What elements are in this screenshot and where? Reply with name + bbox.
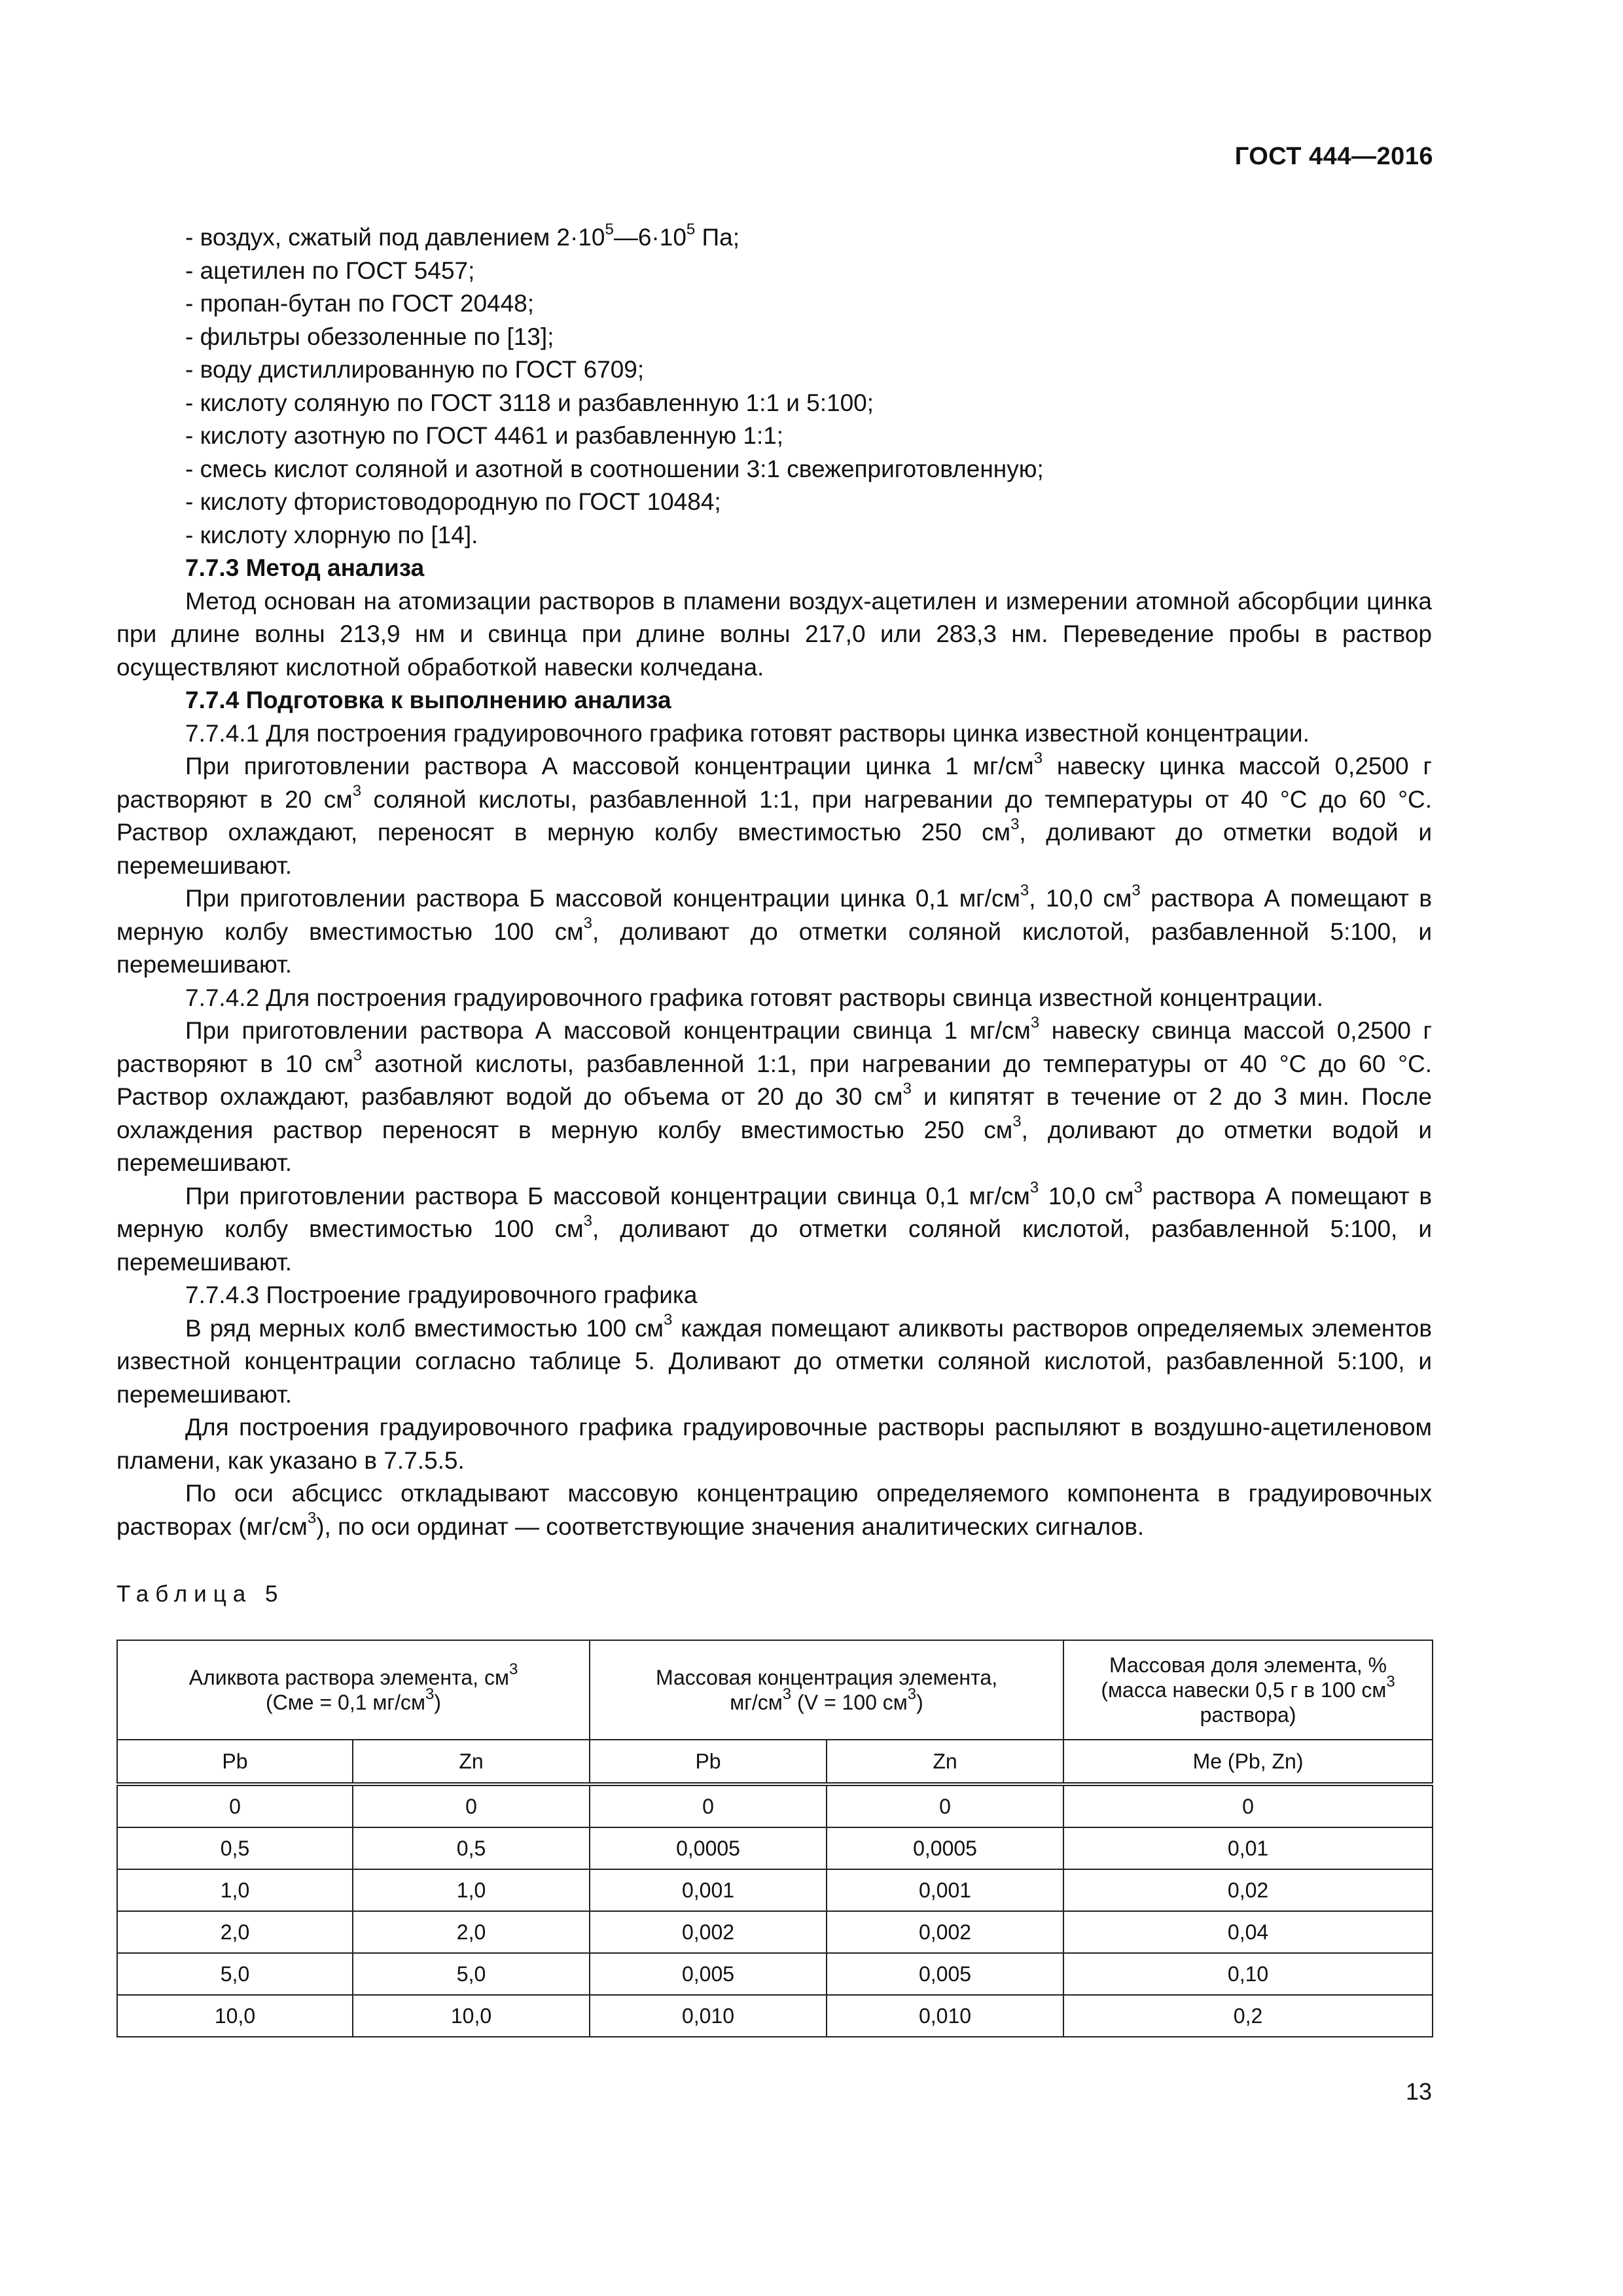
- paragraph-7-7-4-3: 7.7.4.3 Построение градуировочного графика: [185, 1282, 698, 1308]
- table-cell: 0,04: [1063, 1911, 1433, 1953]
- table-cell: 0: [1063, 1784, 1433, 1827]
- table-cell: 2,0: [117, 1911, 353, 1953]
- table-cell: 5,0: [117, 1953, 353, 1995]
- list-item: - воздух, сжатый под давлением $2\cdot 10^5—6\cdot 10^5$ Па;: [185, 220, 740, 251]
- page-number: 13: [1405, 2078, 1432, 2105]
- list-item: - кислоту фтористоводородную по ГОСТ 10484;: [185, 488, 721, 515]
- list-item: - кислоту соляную по ГОСТ 3118 и разбавленную 1:1 и 5:100;: [185, 389, 874, 416]
- subheader-cell: Zn: [827, 1740, 1063, 1784]
- table-row: [117, 1911, 1433, 1953]
- list-item: - воду дистиллированную по ГОСТ 6709;: [185, 356, 645, 383]
- list-item: - пропан-бутан по ГОСТ 20448;: [185, 290, 535, 317]
- subheader-cell: Pb: [590, 1740, 827, 1784]
- paragraph-lead-solution-a: При приготовлении раствора А массовой концентрации свинца 1 $мг/см^3$ навеску свинца массой 0,2500 г растворяют в 10 $см^3$ азотной кислоты, разбавленной 1:1, при нагревании до температуры от 40 °С до 60 °С. Раствор охлаждают, разбавляют водой до объема от 20 до 30 $см^3$ и кипятят в течение от 2 до 3 мин. После охлаждения раствор переносят в мерную колбу вместимостью 250 $см^3$, доливают до отметки водой и перемешивают.: [116, 1013, 1432, 1176]
- table-cell: 0,2: [1063, 1995, 1433, 2037]
- list-item: - кислоту хлорную по [14].: [185, 521, 478, 548]
- table-cell: 0,10: [1063, 1953, 1433, 1995]
- subheader-cell: Zn: [353, 1740, 590, 1784]
- paragraph-7-7-4-1: 7.7.4.1 Для построения градуировочного графика готовят растворы цинка известной концентрации.: [185, 719, 1310, 747]
- table-cell: 0,005: [590, 1953, 827, 1995]
- paragraph-zinc-solution-a: При приготовлении раствора А массовой концентрации цинка 1 $мг/см^3$ навеску цинка массой 0,2500 г растворяют в 20 $см^3$ соляной кислоты, разбавленной 1:1, при нагревании до температуры от 40 °С до 60 °С. Раствор охлаждают, переносят в мерную колбу вместимостью 250 $см^3$, доливают до отметки водой и перемешивают.: [116, 749, 1432, 879]
- table-cell: 0: [353, 1784, 590, 1827]
- table-cell: 0,010: [590, 1995, 827, 2037]
- table-cell: 0,002: [827, 1911, 1063, 1953]
- table-row: [117, 1784, 1433, 1827]
- table-cell: 0,001: [590, 1869, 827, 1911]
- paragraph-zinc-solution-b: При приготовлении раствора Б массовой концентрации цинка 0,1 $мг/см^3$, 10,0 $см^3$ раствора А помещают в мерную колбу вместимостью 100 $см^3$, доливают до отметки соляной кислотой, разбавленной 5:100, и перемешивают.: [116, 881, 1433, 978]
- table-cell: 10,0: [117, 1995, 353, 2037]
- table-cell: 0,005: [827, 1953, 1063, 1995]
- table-cell: 0: [590, 1784, 827, 1827]
- document-id-header: ГОСТ 444—2016: [1234, 143, 1433, 170]
- table-caption: Таблица 5: [116, 1581, 285, 1607]
- paragraph-method: Метод основан на атомизации растворов в пламени воздух-ацетилен и измерении атомной абсорбции цинка при длине волны 213,9 нм и свинца при длине волны 217,0 или 283,3 нм. Переведение пробы в раствор осуществляют кислотной обработкой навески колчедана.: [116, 587, 1432, 681]
- table-cell: 0,5: [117, 1827, 353, 1869]
- table-cell: 0,0005: [827, 1827, 1063, 1869]
- table-cell: 2,0: [353, 1911, 590, 1953]
- list-item: - фильтры обеззоленные по [13];: [185, 323, 554, 350]
- section-heading-7-7-3: 7.7.3 Метод анализа: [185, 554, 425, 581]
- table-cell: 10,0: [353, 1995, 590, 2037]
- paragraph-spraying: Для построения градуировочного графика градуировочные растворы распыляют в воздушно-ацетиленовом пламени, как указано в 7.7.5.5.: [116, 1414, 1432, 1474]
- table-cell: 0,02: [1063, 1869, 1433, 1911]
- table-cell: 0: [827, 1784, 1063, 1827]
- table-cell: 0,5: [353, 1827, 590, 1869]
- table-row: [117, 1827, 1433, 1869]
- list-item: - кислоту азотную по ГОСТ 4461 и разбавленную 1:1;: [185, 422, 784, 449]
- table-cell: 5,0: [353, 1953, 590, 1995]
- table-row: [117, 1995, 1433, 2037]
- paragraph-aliquots: В ряд мерных колб вместимостью 100 $см^3$ каждая помещают аликвоты растворов определяемых элементов известной концентрации согласно таблице 5. Доливают до отметки соляной кислотой, разбавленной 5:100, и перемешивают.: [116, 1311, 1432, 1408]
- body-text: [116, 221, 1432, 1543]
- header-aliquot: Аликвота раствора элемента, $см^3$ (Сме = 0,1 $мг/см^3$): [117, 1640, 590, 1740]
- list-item: - ацетилен по ГОСТ 5457;: [185, 257, 475, 284]
- header-mass-fraction: Массовая доля элемента, % (масса навески 0,5 г в 100 $см^3$ раствора): [1063, 1640, 1433, 1740]
- subheader-cell: Pb: [117, 1740, 353, 1784]
- table-cell: 0,002: [590, 1911, 827, 1953]
- table-cell: 0: [117, 1784, 353, 1827]
- paragraph-7-7-4-2: 7.7.4.2 Для построения градуировочного графика готовят растворы свинца известной концентрации.: [185, 984, 1324, 1011]
- table-cell: 0,001: [827, 1869, 1063, 1911]
- list-item: - смесь кислот соляной и азотной в соотношении 3:1 свежеприготовленную;: [185, 455, 1044, 482]
- subheader-cell: Me (Pb, Zn): [1063, 1740, 1433, 1784]
- table-cell: 1,0: [353, 1869, 590, 1911]
- table-row: [117, 1953, 1433, 1995]
- table-cell: 1,0: [117, 1869, 353, 1911]
- paragraph-axes: По оси абсцисс откладывают массовую концентрацию определяемого компонента в градуировочных растворах $(мг/см^3)$, по оси ординат — соответствующие значения аналитических сигналов.: [116, 1480, 1432, 1540]
- table-cell: 0,01: [1063, 1827, 1433, 1869]
- section-heading-7-7-4: 7.7.4 Подготовка к выполнению анализа: [185, 687, 671, 713]
- table-cell: 0,0005: [590, 1827, 827, 1869]
- header-mass-concentration: Массовая концентрация элемента, $мг/см^3$ (V = 100 $см^3$): [590, 1640, 1063, 1740]
- calibration-table: [116, 1640, 1433, 2037]
- paragraph-lead-solution-b: При приготовлении раствора Б массовой концентрации свинца 0,1 $мг/см^3$ 10,0 $см^3$ раствора А помещают в мерную колбу вместимостью 100 $см^3$, доливают до отметки соляной кислотой, разбавленной 5:100, и перемешивают.: [116, 1179, 1433, 1276]
- table-cell: 0,010: [827, 1995, 1063, 2037]
- table-row: [117, 1869, 1433, 1911]
